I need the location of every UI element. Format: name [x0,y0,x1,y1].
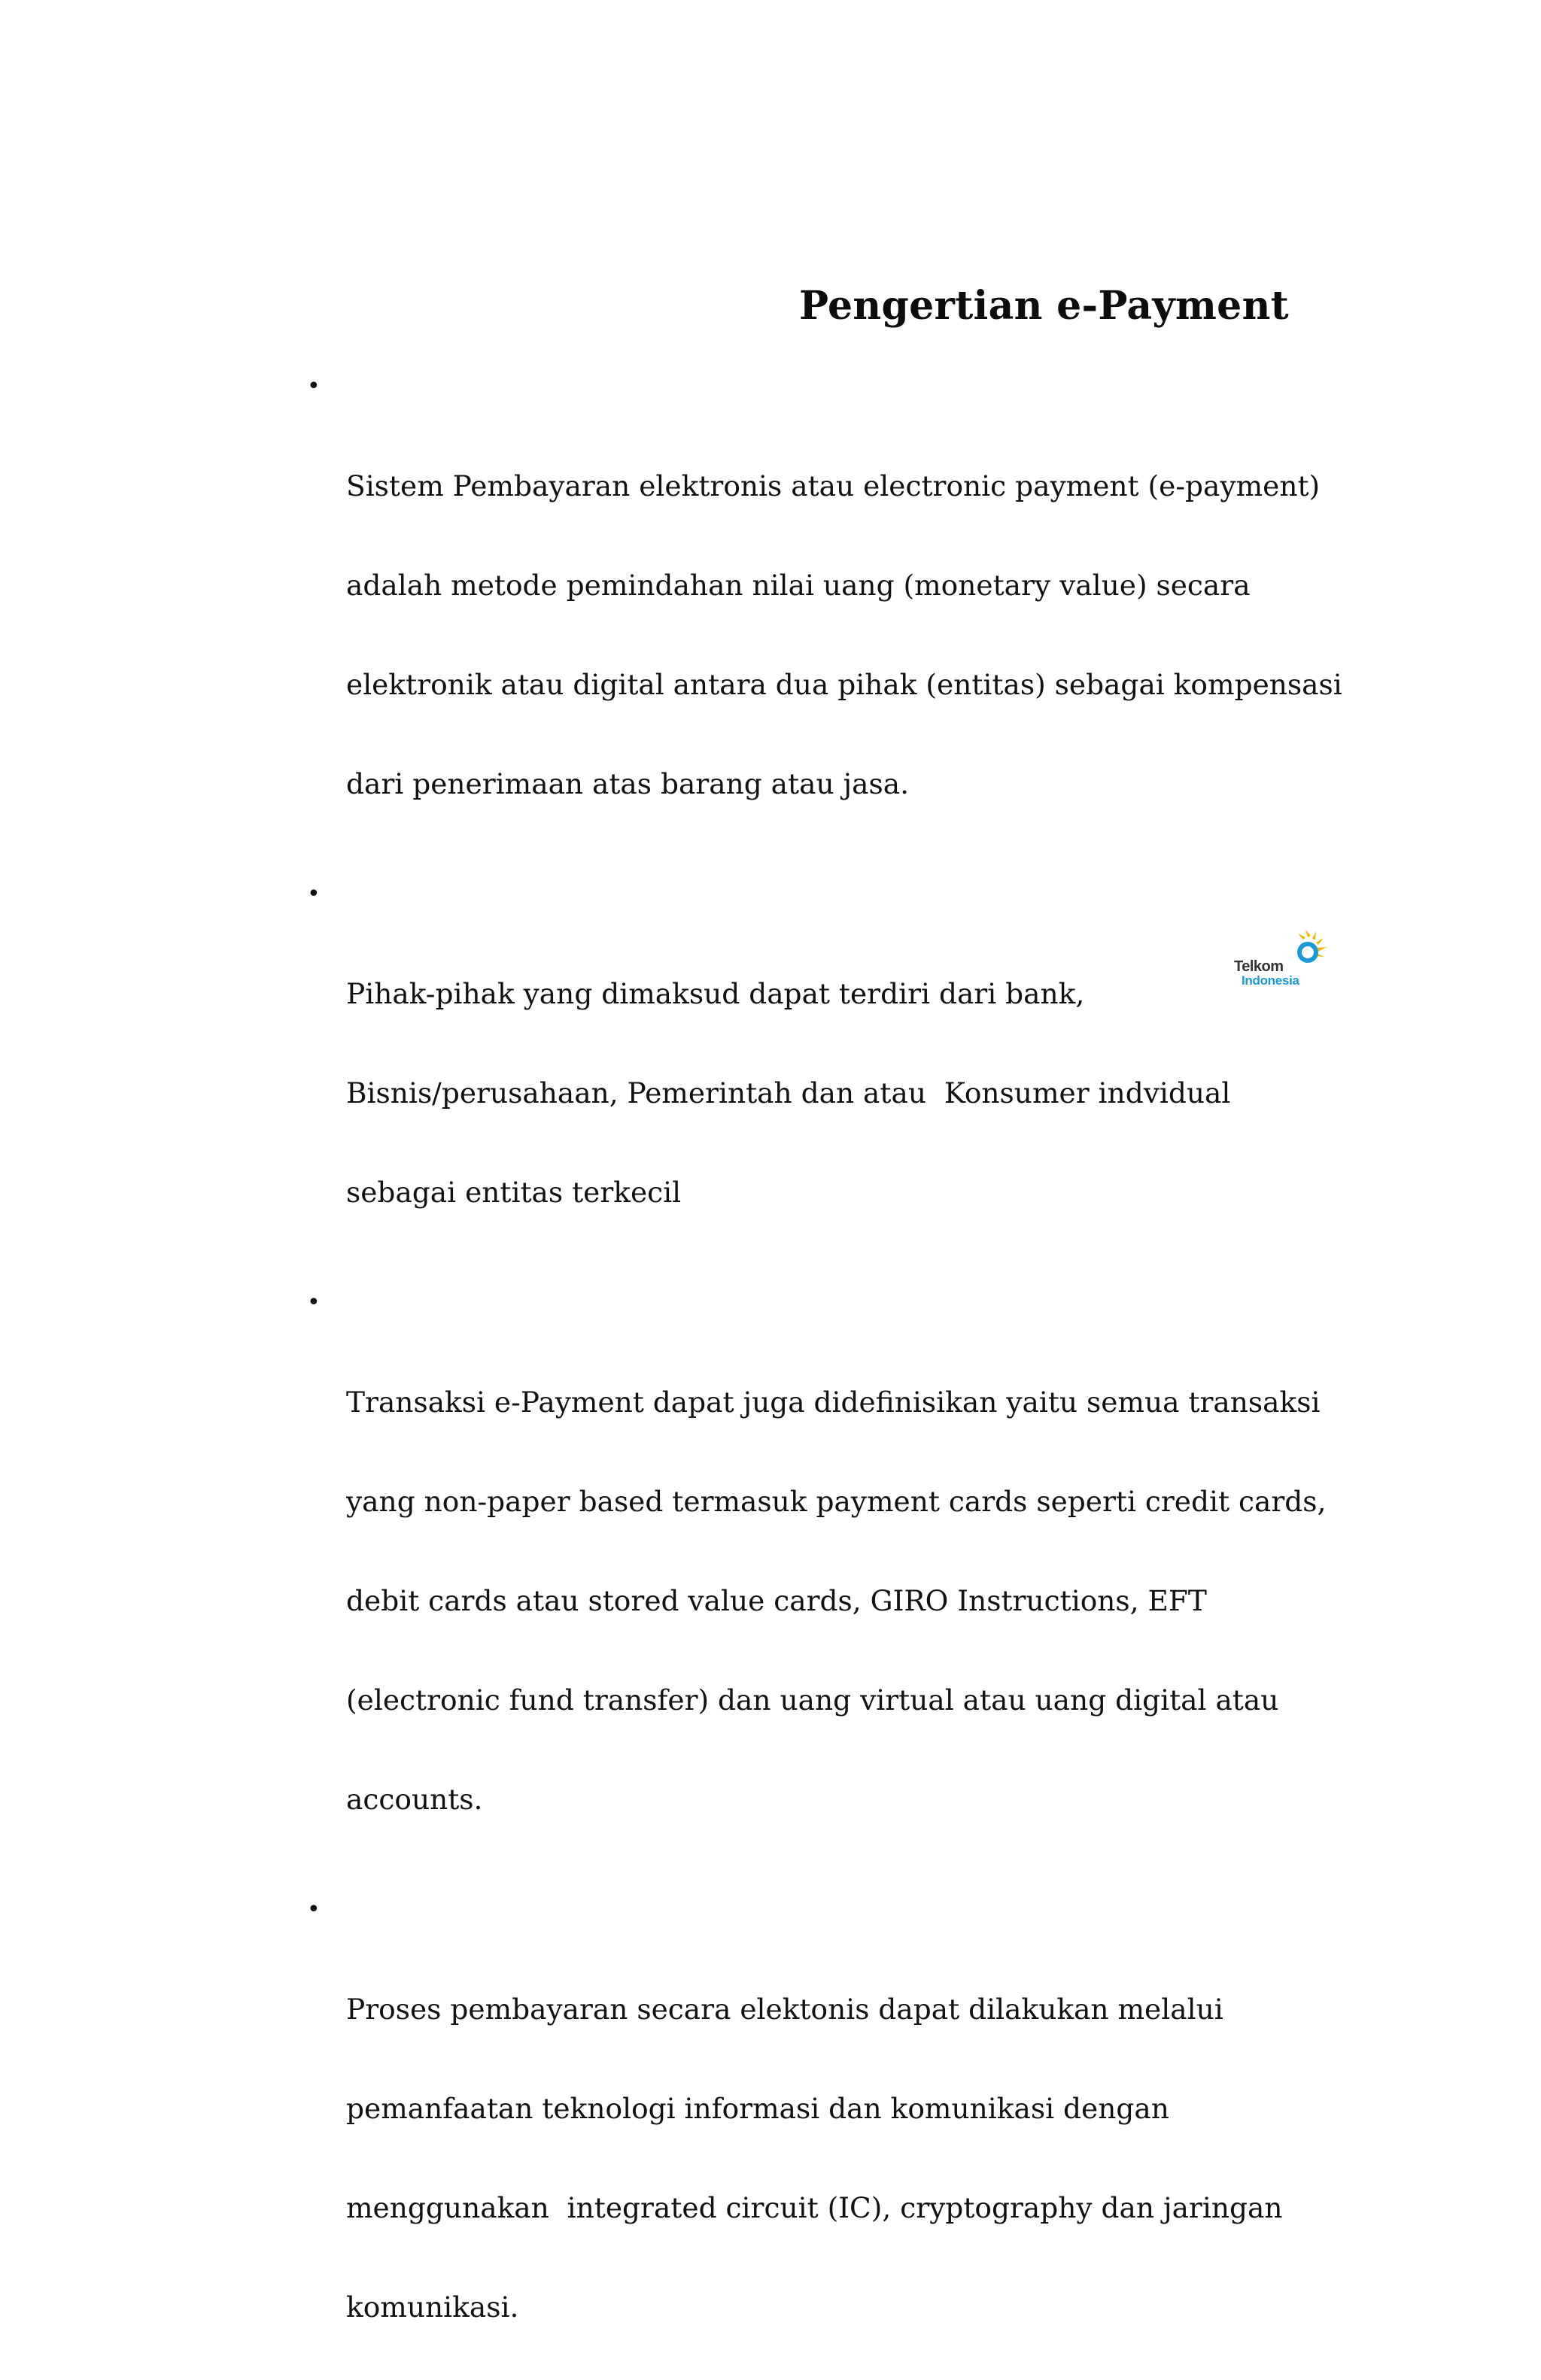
bullet-line: yang non-paper based termasuk payment cards seperti credit cards, [346,1485,1327,1518]
bullet-list [301,370,1342,2380]
bullet-line: Proses pembayaran secara elektonis dapat dilakukan melalui [346,1993,1223,2026]
bullet-marker: • [307,881,321,907]
telkom-sun-logo-icon [1285,930,1329,973]
bullet-line: Sistem Pembayaran elektronis atau electronic payment (e-payment) [346,469,1321,502]
telkom-indonesia-logo [1234,930,1328,990]
bullet-line: dari penerimaan atas barang atau jasa. [346,767,910,800]
bullet-line: adalah metode pemindahan nilai uang (monetary value) secara [346,569,1251,602]
bullet-marker: • [307,1896,321,1923]
bullet-line: Bisnis/perusahaan, Pemerintah dan atau Konsumer indvidual [346,1076,1231,1110]
bullet-line: menggunakan integrated circuit (IC), cryptography dan jaringan [346,2191,1283,2224]
logo-brand-text: Telkom [1234,958,1284,975]
bullet-line: komunikasi. [346,2290,519,2324]
bullet-item-4 [301,1893,1283,2380]
slide-title: Pengertian e-Payment [798,283,1289,329]
bullet-marker: • [307,1289,321,1316]
bullet-line: accounts. [346,1783,483,1816]
bullet-line: Transaksi e-Payment dapat juga didefinisikan yaitu semua transaksi [346,1386,1321,1419]
bullet-item-3 [301,1286,1327,1882]
bullet-line: Pihak-pihak yang dimaksud dapat terdiri dari bank, [346,977,1085,1010]
bullet-item-2 [301,878,1279,1275]
bullet-line: elektronik atau digital antara dua pihak (entitas) sebagai kompensasi [346,668,1342,701]
logo-country-text: Indonesia [1242,973,1299,988]
bullet-line: pemanfaatan teknologi informasi dan komunikasi dengan [346,2092,1169,2125]
bullet-line: sebagai entitas terkecil [346,1176,682,1209]
bullet-marker: • [307,373,321,399]
bullet-item-1 [301,370,1342,867]
bullet-line: (electronic fund transfer) dan uang virtual atau uang digital atau [346,1683,1279,1717]
bullet-line: debit cards atau stored value cards, GIRO Instructions, EFT [346,1584,1207,1617]
